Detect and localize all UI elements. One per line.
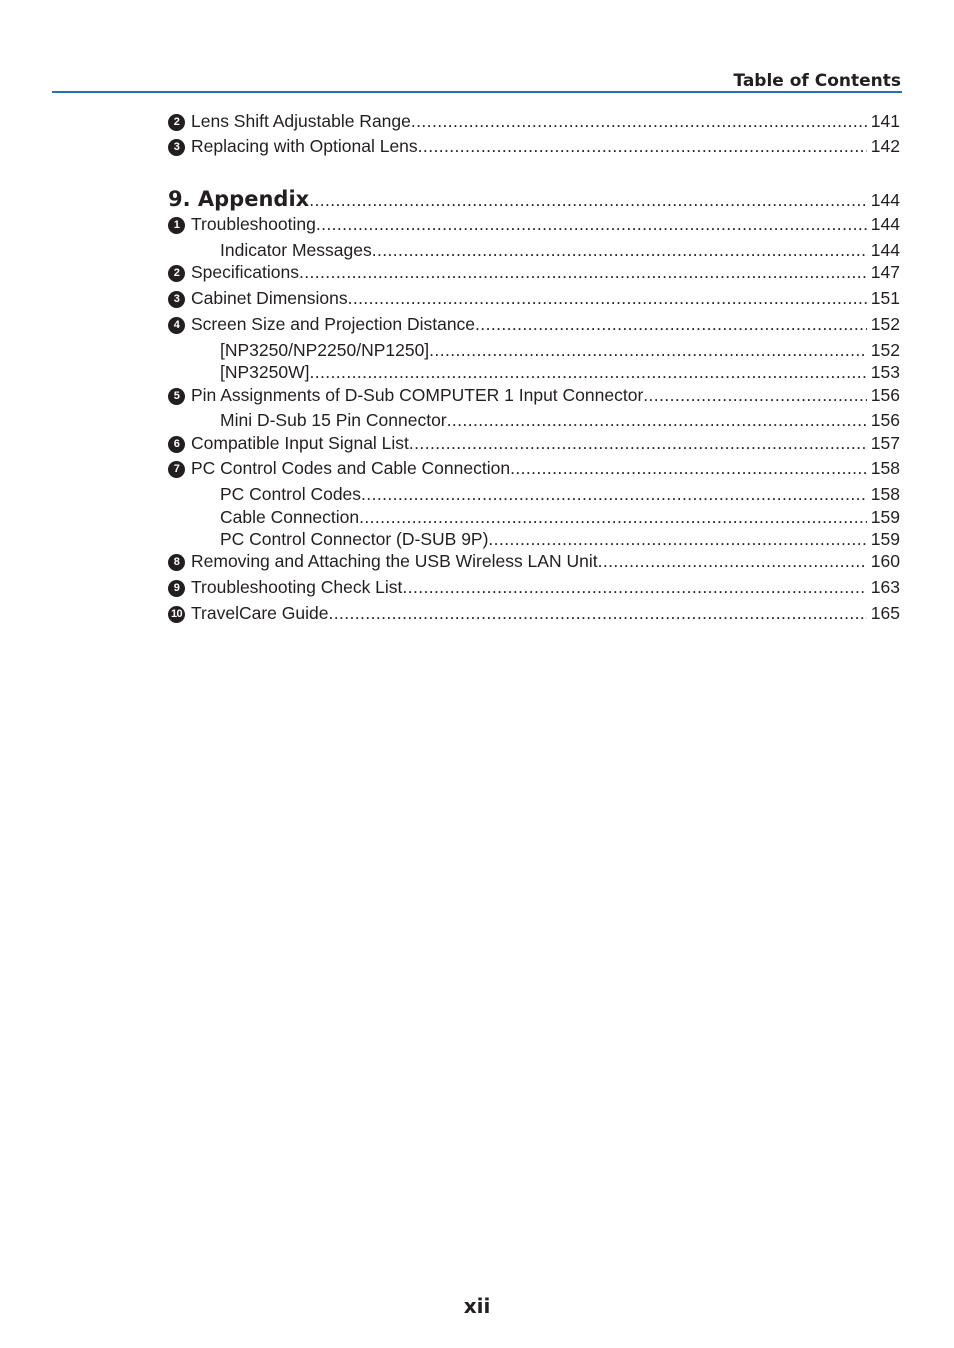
entry-label: Screen Size and Projection Distance bbox=[191, 314, 476, 334]
number-10-icon: 10 bbox=[168, 606, 185, 623]
toc-entry-lens-shift-range[interactable] bbox=[168, 107, 900, 131]
toc-subentry-indicator-messages[interactable] bbox=[220, 236, 900, 260]
header-rule bbox=[52, 91, 902, 93]
page-number: 144 bbox=[870, 240, 900, 260]
toc-subentry-cable-connection[interactable] bbox=[220, 503, 900, 527]
page-number: 142 bbox=[870, 136, 900, 156]
number-3-icon: 3 bbox=[168, 139, 185, 156]
entry-label: Replacing with Optional Lens bbox=[191, 136, 418, 156]
dot-leader bbox=[643, 385, 867, 405]
dot-leader bbox=[361, 484, 867, 504]
number-9-icon: 9 bbox=[168, 580, 185, 597]
toc-subentry-mini-dsub-15-pin[interactable] bbox=[220, 406, 900, 430]
page-number: 152 bbox=[870, 314, 900, 334]
page-number: 144 bbox=[870, 214, 900, 234]
page-number: 156 bbox=[870, 410, 900, 430]
page-number: 165 bbox=[870, 603, 900, 623]
entry-label: Lens Shift Adjustable Range bbox=[191, 111, 411, 131]
entry-label: Pin Assignments of D-Sub COMPUTER 1 Input Connector bbox=[191, 385, 644, 405]
entry-label: [NP3250/NP2250/NP1250] bbox=[220, 340, 430, 360]
dot-leader bbox=[359, 507, 867, 527]
entry-label: Troubleshooting bbox=[191, 214, 316, 234]
dot-leader bbox=[309, 190, 867, 210]
number-7-icon: 7 bbox=[168, 461, 185, 478]
toc-entry-pin-assignments[interactable] bbox=[168, 381, 900, 405]
number-8-icon: 8 bbox=[168, 554, 185, 571]
toc-subentry-np3250-np2250-np1250[interactable] bbox=[220, 336, 900, 360]
entry-label: Removing and Attaching the USB Wireless LAN Unit bbox=[191, 551, 598, 571]
toc-subentry-pc-control-codes[interactable] bbox=[220, 480, 900, 504]
number-2-icon: 2 bbox=[168, 265, 185, 282]
dot-leader bbox=[447, 410, 867, 430]
toc-subentry-np3250w[interactable] bbox=[220, 358, 900, 382]
entry-label: [NP3250W] bbox=[220, 362, 310, 382]
page-number: 163 bbox=[870, 577, 900, 597]
toc-entry-troubleshooting[interactable] bbox=[168, 210, 900, 234]
dot-leader bbox=[316, 214, 867, 234]
number-2-icon: 2 bbox=[168, 114, 185, 131]
entry-label: Compatible Input Signal List bbox=[191, 433, 409, 453]
toc-entry-screen-size[interactable] bbox=[168, 310, 900, 334]
number-6-icon: 6 bbox=[168, 436, 185, 453]
entry-label: Specifications bbox=[191, 262, 299, 282]
number-4-icon: 4 bbox=[168, 317, 185, 334]
page-number: 158 bbox=[870, 484, 900, 504]
toc-entry-pc-control-codes-cable[interactable] bbox=[168, 454, 900, 478]
dot-leader bbox=[348, 288, 867, 308]
toc-entry-compatible-input-signal[interactable] bbox=[168, 429, 900, 453]
entry-label: Mini D-Sub 15 Pin Connector bbox=[220, 410, 447, 430]
dot-leader bbox=[418, 136, 867, 156]
dot-leader bbox=[429, 340, 867, 360]
entry-label: Cable Connection bbox=[220, 507, 360, 527]
entry-label: Troubleshooting Check List bbox=[191, 577, 403, 597]
toc-entry-replacing-lens[interactable] bbox=[168, 132, 900, 156]
entry-label: Indicator Messages bbox=[220, 240, 372, 260]
entry-label: PC Control Codes bbox=[220, 484, 362, 504]
toc-entry-usb-wireless-lan[interactable] bbox=[168, 547, 900, 571]
toc-entry-troubleshooting-check-list[interactable] bbox=[168, 573, 900, 597]
entry-label: TravelCare Guide bbox=[191, 603, 329, 623]
number-3-icon: 3 bbox=[168, 291, 185, 308]
toc-entry-cabinet-dimensions[interactable] bbox=[168, 284, 900, 308]
dot-leader bbox=[409, 433, 867, 453]
dot-leader bbox=[411, 111, 867, 131]
dot-leader bbox=[299, 262, 867, 282]
toc-entry-specifications[interactable] bbox=[168, 258, 900, 282]
page-number: 151 bbox=[870, 288, 900, 308]
page-number: 157 bbox=[870, 433, 900, 453]
page-number: 160 bbox=[870, 551, 900, 571]
entry-label: PC Control Codes and Cable Connection bbox=[191, 458, 511, 478]
page-number: 152 bbox=[870, 340, 900, 360]
page-header-title: Table of Contents bbox=[733, 71, 901, 91]
number-1-icon: 1 bbox=[168, 217, 185, 234]
dot-leader bbox=[372, 240, 867, 260]
page-number: 159 bbox=[870, 507, 900, 527]
dot-leader bbox=[510, 458, 867, 478]
entry-label: Cabinet Dimensions bbox=[191, 288, 348, 308]
page-number: 141 bbox=[870, 111, 900, 131]
dot-leader bbox=[328, 603, 866, 623]
page-number: 144 bbox=[870, 190, 900, 210]
toc-entry-travelcare-guide[interactable] bbox=[168, 599, 900, 623]
page-number: 158 bbox=[870, 458, 900, 478]
dot-leader bbox=[402, 577, 866, 597]
page-number: 147 bbox=[870, 262, 900, 282]
page-number: 156 bbox=[870, 385, 900, 405]
dot-leader bbox=[598, 551, 867, 571]
page-number: 153 bbox=[870, 362, 900, 382]
dot-leader bbox=[488, 529, 866, 549]
page-number: 159 bbox=[870, 529, 900, 549]
toc-subentry-pc-control-connector[interactable] bbox=[220, 525, 900, 549]
page-footer-number: xii bbox=[463, 1294, 491, 1318]
number-5-icon: 5 bbox=[168, 388, 185, 405]
dot-leader bbox=[309, 362, 866, 382]
entry-label: PC Control Connector (D-SUB 9P) bbox=[220, 529, 489, 549]
section-heading: 9. Appendix bbox=[168, 187, 310, 211]
toc-section-appendix[interactable] bbox=[168, 186, 900, 210]
dot-leader bbox=[475, 314, 867, 334]
